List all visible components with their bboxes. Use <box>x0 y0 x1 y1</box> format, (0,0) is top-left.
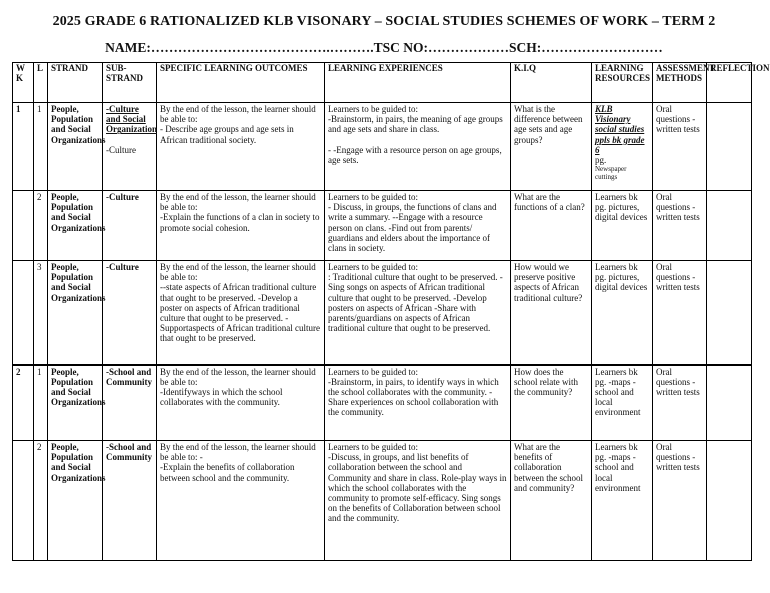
outcome-intro: By the end of the lesson, the learner should be able to: <box>160 366 316 387</box>
experiences-text: meaning of age groups and age sets and share in class. <box>328 114 503 135</box>
outcome-body: -Identifyways in which the school collaborates with the community. <box>160 386 283 408</box>
header-reflection: REFLECTION <box>707 63 752 103</box>
lesson-cell: 2 <box>34 441 48 561</box>
kiq-cell: How does the school relate with the community? <box>511 365 592 441</box>
outcome-intro: By the end of the lesson, the learner should be able to: - <box>160 442 316 463</box>
kiq-cell: What is the difference between age sets and age groups? <box>511 103 592 191</box>
outcomes-cell <box>157 441 325 561</box>
table-row <box>13 261 752 365</box>
experiences-text: - Discuss, in groups, the functions of clans and write a summary. --Engage with a resource person on clans. -Find out from parents/ guardians and elders about the importance of clans in society. <box>328 202 497 254</box>
experiences-heading: Learners to be guided to: <box>328 104 418 114</box>
header-lesson: L <box>34 63 48 103</box>
resources-cell: Learners bk pg. -maps -school and local environment <box>592 441 653 561</box>
substrand-cell: -Culture <box>103 191 157 261</box>
kiq-cell: What are the benefits of collaboration between the school and community? <box>511 441 592 561</box>
experiences-heading: Learners to be guided to: <box>328 366 418 377</box>
outcomes-cell <box>157 365 325 441</box>
header-resources: LEARNING RESOURCES <box>592 63 653 103</box>
kiq-cell: What are the functions of a clan? <box>511 191 592 261</box>
lesson-cell: 2 <box>34 191 48 261</box>
resources-cell <box>592 103 653 191</box>
header-assessment: ASSESSMENT METHODS <box>653 63 707 103</box>
experiences-lead: -Brainstorm, in pairs, the <box>328 114 419 125</box>
lesson-cell: 1 <box>34 365 48 441</box>
resources-cell: Learners bk pg. pictures, digital devices <box>592 191 653 261</box>
experiences-heading: Learners to be guided to: <box>328 192 418 202</box>
strand-cell: People, Population and Social Organizations <box>48 103 103 191</box>
experiences-text: -Brainstorm, in pairs, to identify ways in which the school collaborates with the community. -Share experiences on school collaboration with the community. <box>328 376 499 418</box>
reflection-cell <box>707 191 752 261</box>
week-cell <box>13 261 34 365</box>
kiq-cell: How would we preserve positive aspects of African traditional culture? <box>511 261 592 365</box>
assessment-cell: Oral questions -written tests <box>653 191 707 261</box>
week-cell <box>13 191 34 261</box>
strand-cell: People, Population and Social Organizations <box>48 365 103 441</box>
lesson-cell: 1 <box>34 103 48 191</box>
teacher-details-line: NAME:………………………………….……….TSC NO:………………SCH:……………………… <box>105 40 663 55</box>
table-row <box>13 365 752 441</box>
strand-cell: People, Population and Social Organizations <box>48 441 103 561</box>
experiences-text: : Traditional culture that ought to be preserved. -Sing songs on aspects of African traditional culture that ought to be preserved. -Develop posters on aspects of African -Share with parents/guardians on aspects of African traditional culture that ought to be preserved. <box>328 272 503 334</box>
outcomes-cell <box>157 191 325 261</box>
lesson-cell: 3 <box>34 261 48 365</box>
header-substrand: SUB-STRAND <box>103 63 157 103</box>
header-strand: STRAND <box>48 63 103 103</box>
experiences-heading: Learners to be guided to: <box>328 442 418 452</box>
table-row <box>13 191 752 261</box>
substrand-cell <box>103 103 157 191</box>
table-row <box>13 441 752 561</box>
outcome-intro: By the end of the lesson, the learner should be able to: <box>160 104 316 125</box>
assessment-cell: Oral questions -written tests <box>653 261 707 365</box>
experiences-text: -Discuss, in groups, and list benefits of collaboration between the school and Community and share in class. Role-play ways in which the school collaborates with the community to promote self-efficacy. Sing songs on the benefits of Collaboration between school and the community. <box>328 452 507 524</box>
page-reference: pg. <box>595 155 607 166</box>
reflection-cell <box>707 441 752 561</box>
week-cell: 2 <box>13 365 34 441</box>
table-row <box>13 103 752 191</box>
resources-cell: Learners bk pg. -maps -school and local environment <box>592 365 653 441</box>
assessment-cell: Oral questions -written tests <box>653 441 707 561</box>
header-experiences: LEARNING EXPERIENCES <box>325 63 511 103</box>
textbook-reference: KLB Visionary social studies ppls bk grade 6 <box>595 104 645 155</box>
schemes-of-work-table <box>12 62 770 561</box>
week-cell <box>13 441 34 561</box>
strand-cell: People, Population and Social Organizations <box>48 261 103 365</box>
reflection-cell <box>707 261 752 365</box>
experiences-cell <box>325 441 511 561</box>
outcomes-cell <box>157 103 325 191</box>
outcome-intro: By the end of the lesson, the learner should be able to: <box>160 262 316 283</box>
experiences-cell <box>325 365 511 441</box>
experiences-cell <box>325 103 511 191</box>
header-week: W K <box>13 63 34 103</box>
outcome-body: -Explain the benefits of collaboration between school and the community. <box>160 462 295 483</box>
substrand-cell: -Culture <box>103 261 157 365</box>
experiences-cell <box>325 191 511 261</box>
strand-cell: People, Population and Social Organizations <box>48 191 103 261</box>
outcome-body: --state aspects of African traditional culture that ought to be preserved. -Develop a poster on aspects of African traditional culture that ought to be preserved. -Supportaspects of African traditional culture that ought to be preserved. <box>160 282 320 344</box>
header-kiq: K.I.Q <box>511 63 592 103</box>
assessment-cell: Oral questions -written tests <box>653 103 707 191</box>
outcomes-cell <box>157 261 325 365</box>
substrand-cell: -School and Community <box>103 441 157 561</box>
week-cell: 1 <box>13 103 34 191</box>
resources-cell: Learners bk pg. pictures, digital devices <box>592 261 653 365</box>
experiences-more: - -Engage with a resource person on age groups, age sets. <box>328 144 502 166</box>
substrand-cell: -School and Community <box>103 365 157 441</box>
substrand-secondary: -Culture <box>106 144 136 155</box>
experiences-cell <box>325 261 511 365</box>
header-row <box>13 63 752 103</box>
reflection-cell <box>707 103 752 191</box>
resource-extra: Newspaper cuttings <box>595 165 627 182</box>
outcome-body: -Explain the functions of a clan in society to promote social cohesion. <box>160 212 320 233</box>
reflection-cell <box>707 365 752 441</box>
outcome-body: - Describe age groups and age sets in African traditional society. <box>160 124 294 145</box>
outcome-intro: By the end of the lesson, the learner should be able to: <box>160 192 316 213</box>
assessment-cell: Oral questions -written tests <box>653 365 707 441</box>
experiences-heading: Learners to be guided to: <box>328 262 418 272</box>
substrand-primary: -Culture and Social Organization <box>106 104 157 135</box>
document-title: 2025 GRADE 6 RATIONALIZED KLB VISONARY – SOCIAL STUDIES SCHEMES OF WORK – TERM 2 <box>52 14 716 29</box>
header-outcomes: SPECIFIC LEARNING OUTCOMES <box>157 63 325 103</box>
